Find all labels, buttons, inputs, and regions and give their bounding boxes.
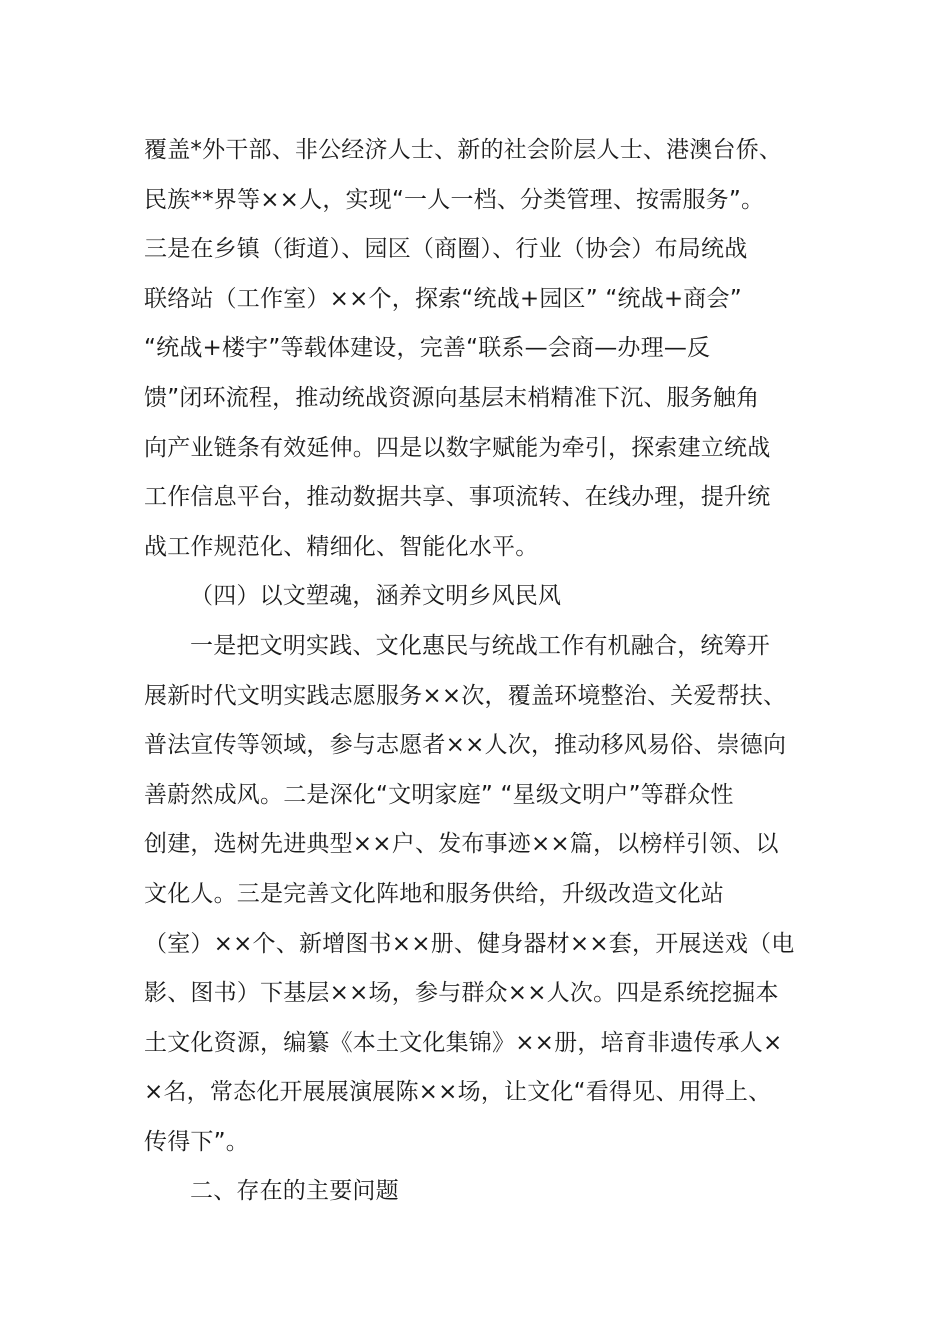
paragraph-line: 影、图书）下基层××场，参与群众××人次。四是系统挖掘本 bbox=[144, 980, 779, 1007]
paragraph-line: 传得下”。 bbox=[144, 1128, 249, 1155]
paragraph-line-indented: （四）以文塑魂，涵养文明乡风民风 bbox=[190, 583, 562, 610]
body-text bbox=[144, 126, 824, 1217]
paragraph-line: 土文化资源，编纂《本土文化集锦》××册，培育非遗传承人× bbox=[144, 1029, 783, 1056]
paragraph-line: 向产业链条有效延伸。四是以数字赋能为牵引，探索建立统战 bbox=[144, 434, 771, 461]
paragraph-line: 民族**界等××人，实现“一人一档、分类管理、按需服务”。 bbox=[144, 186, 765, 213]
paragraph-line: ×名，常态化开展展演展陈××场，让文化“看得见、用得上、 bbox=[144, 1079, 772, 1106]
paragraph-line: 普法宣传等领域，参与志愿者××人次，推动移风易俗、崇德向 bbox=[144, 732, 787, 759]
paragraph-line: 覆盖*外干部、非公经济人士、新的社会阶层人士、港澳台侨、 bbox=[144, 137, 783, 163]
paragraph-line: 创建，选树先进典型××户、发布事迹××篇，以榜样引领、以 bbox=[144, 831, 779, 858]
paragraph-line: 善蔚然成风。二是深化“文明家庭” “星级文明户”等群众性 bbox=[144, 781, 734, 808]
paragraph-line: 联络站（工作室）××个，探索“统战+园区” “统战+商会” bbox=[144, 285, 742, 312]
paragraph-line: 三是在乡镇（街道）、园区（商圈）、行业（协会）布局统战 bbox=[144, 236, 748, 263]
paragraph-line: 战工作规范化、精细化、智能化水平。 bbox=[144, 533, 539, 560]
paragraph-line: 文化人。三是完善文化阵地和服务供给，升级改造文化站 bbox=[144, 880, 724, 907]
paragraph-line-indented: 一是把文明实践、文化惠民与统战工作有机融合，统筹开 bbox=[190, 632, 770, 659]
paragraph-line: 工作信息平台，推动数据共享、事项流转、在线办理，提升统 bbox=[144, 484, 771, 511]
paragraph-line: （室）××个、新增图书××册、健身器材××套，开展送戏（电 bbox=[144, 930, 795, 957]
paragraph-line-indented: 二、存在的主要问题 bbox=[190, 1178, 399, 1205]
paragraph-line: “统战+楼宇”等载体建设，完善“联系—会商—办理—反 bbox=[144, 335, 711, 362]
paragraph-line: 馈”闭环流程，推动统战资源向基层末梢精准下沉、服务触角 bbox=[144, 384, 760, 411]
paragraph-line: 展新时代文明实践志愿服务××次，覆盖环境整治、关爱帮扶、 bbox=[144, 682, 787, 709]
